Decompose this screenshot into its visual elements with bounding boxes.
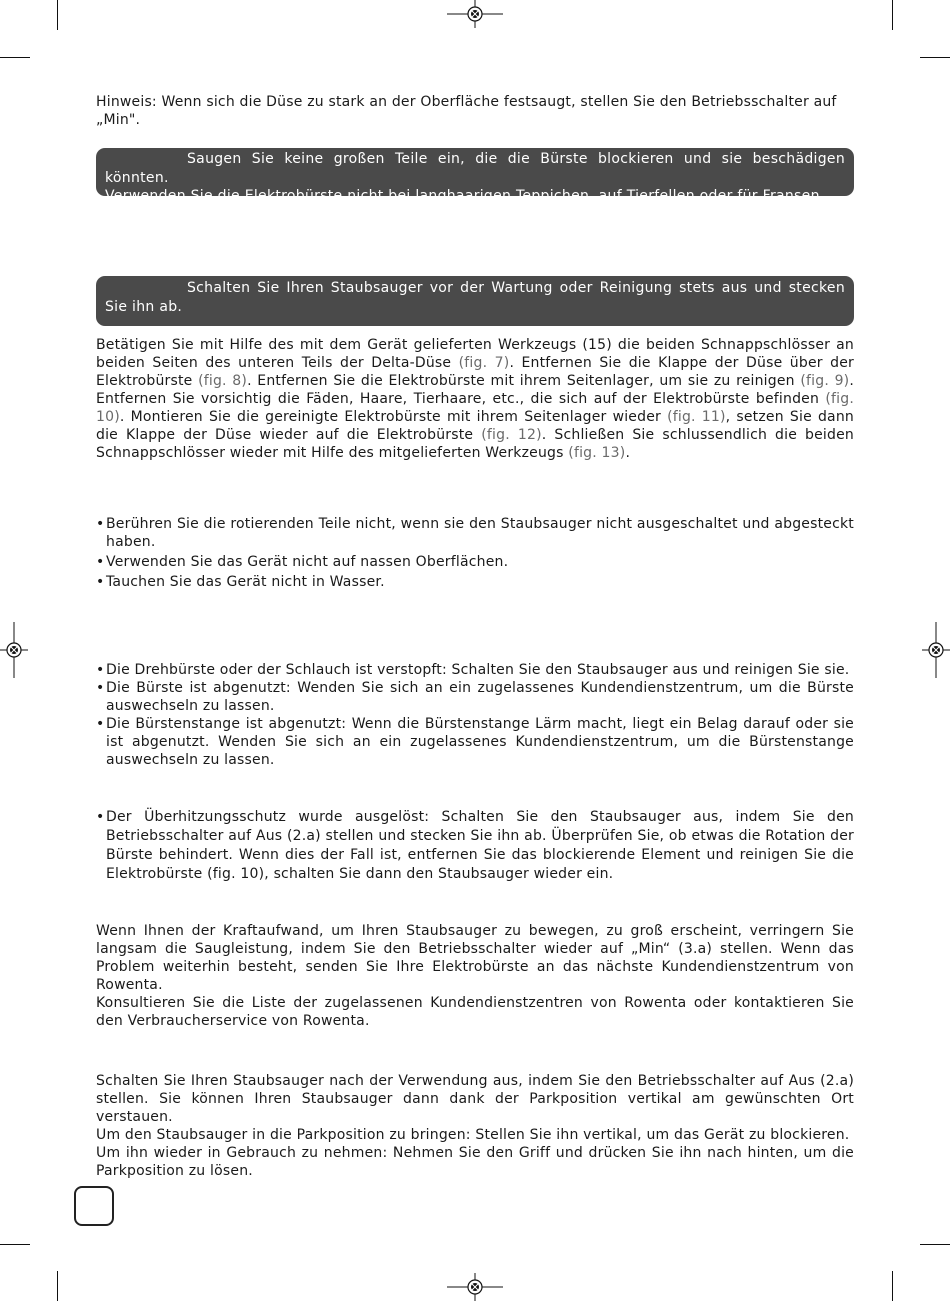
crop-mark <box>892 0 893 30</box>
bullet-icon: • <box>96 516 105 532</box>
list-item: • Die Drehbürste oder der Schlauch ist verstopft: Schalten Sie den Staubsauger aus und reinigen Sie sie. <box>96 662 850 678</box>
figure-reference: (fig. 7) <box>458 355 510 371</box>
troubleshooting-list <box>96 661 854 769</box>
bullet-icon: • <box>96 809 105 825</box>
figure-reference: (fig. 8) <box>198 373 248 389</box>
registration-mark-icon <box>922 622 950 678</box>
list-item: • Verwenden Sie das Gerät nicht auf nassen Oberflächen. <box>96 554 509 570</box>
storage-paragraph: Schalten Sie Ihren Staubsauger nach der Verwendung aus, indem Sie den Betriebsschalter auf Aus (2.a) stellen. Sie können Ihren Staubsauger dann dank der Parkposition vertikal am gewünschten Ort verstauen. <box>96 1073 854 1125</box>
warning-line: Verwenden Sie die Elektrobürste nicht bei langhaarigen Teppichen, auf Tierfellen oder für Fransen. <box>105 188 825 204</box>
registration-mark-icon <box>447 0 503 28</box>
bullet-icon: • <box>96 662 105 678</box>
list-item: • Die Bürstenstange ist abgenutzt: Wenn die Bürstenstange Lärm macht, liegt ein Belag darauf oder sie ist abgenutzt. Wenden Sie sich an ein zugelassenes Kundendienstzentrum, um die Bürstenstange auswechseln zu lassen. <box>96 716 854 768</box>
warning-box <box>96 148 854 204</box>
crop-mark <box>57 0 58 30</box>
warning-box <box>96 276 854 326</box>
effort-paragraph: Wenn Ihnen der Kraftaufwand, um Ihren Staubsauger zu bewegen, zu groß erscheint, verringern Sie langsam die Saugleistung, indem Sie den Betriebsschalter wieder auf „Min“ (3.a) stellen. Wenn das Problem weiterhin besteht, senden Sie Ihre Elektrobürste an das nächste Kundendienstzentrum von Rowenta. <box>96 923 854 993</box>
safety-list <box>96 515 854 591</box>
list-item: • Die Bürste ist abgenutzt: Wenden Sie sich an ein zugelassenes Kundendienstzentrum, um die Bürste auswechseln zu lassen. <box>96 680 854 714</box>
crop-mark <box>57 1271 58 1301</box>
crop-mark <box>892 1271 893 1301</box>
list-item: • Tauchen Sie das Gerät nicht in Wasser. <box>96 574 385 590</box>
bullet-icon: • <box>96 680 105 696</box>
crop-mark <box>920 57 950 58</box>
warning-line: Schalten Sie Ihren Staubsauger vor der Wartung oder Reinigung stets aus und stecken <box>187 280 845 296</box>
figure-reference: (fig. 13) <box>568 445 626 461</box>
bullet-icon: • <box>96 716 105 732</box>
bullet-icon: • <box>96 574 105 590</box>
storage-paragraph: Um ihn wieder in Gebrauch zu nehmen: Nehmen Sie den Griff und drücken Sie ihn nach hinten, um die Parkposition zu lösen. <box>96 1145 854 1179</box>
crop-mark <box>0 57 30 58</box>
figure-reference: (fig. 11) <box>667 409 726 425</box>
registration-mark-icon <box>0 622 28 678</box>
warning-line: Sie ihn ab. <box>105 298 183 315</box>
note-paragraph: Hinweis: Wenn sich die Düse zu stark an der Oberfläche festsaugt, stellen Sie den Betriebsschalter auf „Min". <box>96 94 837 128</box>
effort-paragraph: Konsultieren Sie die Liste der zugelassenen Kundendienstzentren von Rowenta oder kontaktieren Sie den Verbraucherservice von Rowenta. <box>96 995 854 1029</box>
warning-line: Saugen Sie keine großen Teile ein, die die Bürste blockieren und sie beschädigen könnten. <box>105 151 845 186</box>
page-number-box <box>74 1186 114 1226</box>
figure-reference: (fig. 12) <box>481 427 542 443</box>
list-item: • Berühren Sie die rotierenden Teile nicht, wenn sie den Staubsauger nicht ausgeschaltet und abgesteckt haben. <box>96 516 854 550</box>
figure-reference: (fig. 10) <box>96 391 854 425</box>
registration-mark-icon <box>447 1273 503 1301</box>
list-item: • Der Überhitzungsschutz wurde ausgelöst: Schalten Sie den Staubsauger aus, indem Sie den Betriebsschalter auf Aus (2.a) stellen und stecken Sie ihn ab. Überprüfen Sie, ob etwas die Rotation der Bürste behindert. Wenn dies der Fall ist, entfernen Sie das blockierende Element und reinigen Sie die Elektrobürste (fig. 10), schalten Sie dann den Staubsauger wieder ein. <box>96 809 854 882</box>
crop-mark <box>920 1244 950 1245</box>
figure-reference: (fig. 9) <box>800 373 850 389</box>
crop-mark <box>0 1244 30 1245</box>
troubleshooting-list <box>96 808 854 884</box>
maintenance-paragraph: Betätigen Sie mit Hilfe des mit dem Gerät gelieferten Werkzeugs (15) die beiden Schnappschlösser an beiden Seiten des unteren Teils der Delta-Düse (fig. 7). Entfernen Sie die Klappe der Düse über der Elektrobürste (fig. 8). Entfernen Sie die Elektrobürste mit ihrem Seitenlager, um sie zu reinigen (fig. 9). Entfernen Sie vorsichtig die Fäden, Haare, Tierhaare, etc., die sich auf der Elektrobürste befinden (fig. 10). Montieren Sie die gereinigte Elektrobürste mit ihrem Seitenlager wieder (fig. 11), setzen Sie dann die Klappe der Düse wieder auf die Elektrobürste (fig. 12). Schließen Sie schlussendlich die beiden Schnappschlösser wieder mit Hilfe des mitgelieferten Werkzeugs (fig. 13). <box>96 337 854 461</box>
bullet-icon: • <box>96 554 105 570</box>
storage-paragraph: Um den Staubsauger in die Parkposition zu bringen: Stellen Sie ihn vertikal, um das Gerät zu blockieren. <box>96 1127 850 1143</box>
